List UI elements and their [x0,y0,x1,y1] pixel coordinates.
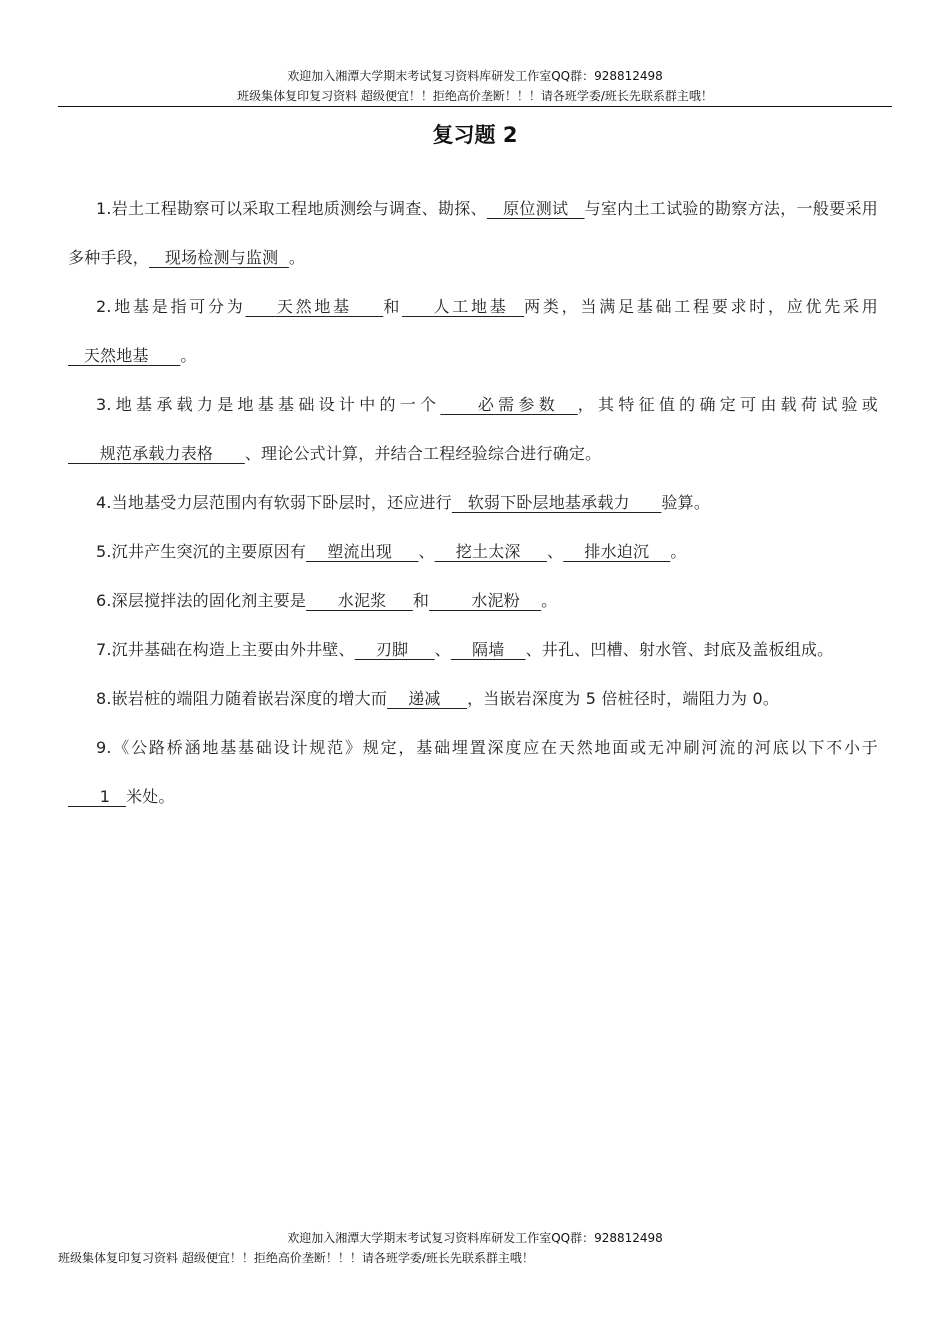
answer-blank: 水泥粉 [429,591,542,610]
question-9: 9.《公路桥涵地基基础设计规范》规定，基础埋置深度应在天然地面或无冲刷河流的河底以下不小于 1 米处。 [68,738,878,806]
question-list [68,184,878,821]
answer-blank: 软弱下卧层地基承载力 [451,493,662,512]
answer-blank: 排水迫沉 [563,542,671,561]
answer-blank: 天然地基 [245,297,384,316]
question-7: 7.沉井基础在构造上主要由外井壁、 刃脚 、 隔墙 、井孔、凹槽、射水管、封底及盖板组成。 [96,640,834,659]
answer-blank: 人工地基 [402,297,525,316]
page-header [58,66,892,106]
answer-blank: 规范承载力表格 [68,444,245,463]
question-3: 3.地基承载力是地基基础设计中的一个 必需参数 ，其特征值的确定可由载荷试验或 规范承载力表格 、理论公式计算，并结合工程经验综合进行确定。 [68,395,878,463]
header-divider [58,106,892,107]
answer-blank: 隔墙 [450,640,526,659]
answer-blank: 天然地基 [68,346,181,365]
question-8: 8.嵌岩桩的端阻力随着嵌岩深度的增大而 递减 ，当嵌岩深度为 5 倍桩径时，端阻力为 0。 [96,689,780,708]
question-6: 6.深层搅拌法的固化剂主要是 水泥浆 和 水泥粉 。 [96,591,558,610]
answer-blank: 塑流出现 [306,542,419,561]
header-line-2: 班级集体复印复习资料 超级便宜！！拒绝高价垄断！！！请各班学委/班长先联系群主哦！ [237,89,713,103]
header-line-1: 欢迎加入湘潭大学期末考试复习资料库研发工作室QQ群：928812498 [287,69,663,83]
answer-blank: 1 [68,787,126,806]
answer-blank: 挖土太深 [434,542,548,561]
answer-blank: 原位测试 [486,199,585,218]
question-5: 5.沉井产生突沉的主要原因有 塑流出现 、 挖土太深 、 排水迫沉 。 [96,542,687,561]
page-footer [58,1228,892,1268]
footer-line-2: 班级集体复印复习资料 超级便宜！！拒绝高价垄断！！！请各班学委/班长先联系群主哦！ [58,1251,534,1265]
answer-blank: 必需参数 [440,395,578,414]
answer-blank: 现场检测与监测 [149,248,289,267]
page-title: 复习题 2 [432,123,518,147]
question-4: 4.当地基受力层范围内有软弱下卧层时，还应进行 软弱下卧层地基承载力 验算。 [96,493,711,512]
footer-line-1: 欢迎加入湘潭大学期末考试复习资料库研发工作室QQ群：928812498 [287,1231,663,1245]
question-2: 2.地基是指可分为 天然地基 和 人工地基 两类，当满足基础工程要求时，应优先采用 天然地基 。 [68,297,878,365]
question-1: 1.岩土工程勘察可以采取工程地质测绘与调查、勘探、 原位测试 与室内土工试验的勘察方法，一般要采用多种手段， 现场检测与监测 。 [68,199,878,267]
answer-blank: 水泥浆 [306,591,413,610]
answer-blank: 刃脚 [354,640,435,659]
answer-blank: 递减 [387,689,468,708]
